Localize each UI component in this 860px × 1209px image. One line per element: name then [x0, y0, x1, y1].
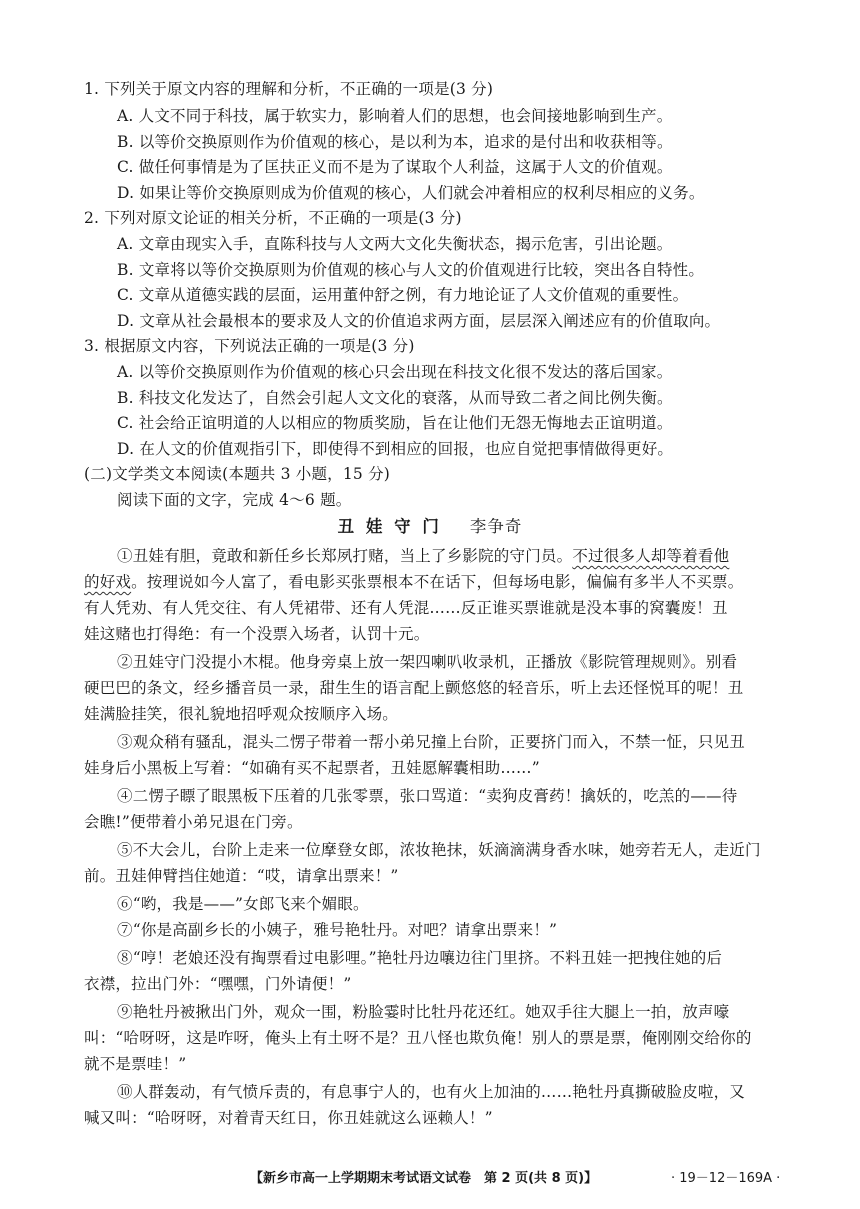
story-author: 李争奇 [469, 517, 523, 536]
wavy-underlined-text: 不过很多人却等着看他 [572, 547, 730, 565]
paragraph-3-line-1: ③观众稍有骚乱，混头二愣子带着一帮小弟兄撞上台阶，正要挤门而入，不禁一怔，只见丑 [117, 733, 746, 751]
question-1-option-c: C. 做任何事情是为了匡扶正义而不是为了谋取个人利益，这属于人文的价值观。 [117, 158, 673, 176]
paragraph-5-line-1: ⑤不大会儿，台阶上走来一位摩登女郎，浓妆艳抹，妖滴滴满身香水味，她旁若无人，走近门 [117, 841, 761, 859]
question-2-option-b: B. 文章将以等价交换原则为价值观的核心与人文的价值观进行比较，突出各自特性。 [117, 261, 705, 279]
footer-code: · 19－12－169A · [671, 1171, 781, 1186]
section-heading: (二)文学类文本阅读(本题共 3 小题，15 分) [84, 465, 391, 483]
question-3-stem: 3. 根据原文内容，下列说法正确的一项是(3 分) [84, 337, 415, 355]
paragraph-3-line-2: 娃身后小黑板上写着：“如确有买不起票者，丑娃愿解囊相助……” [84, 759, 540, 777]
question-1-option-d: D. 如果让等价交换原则成为价值观的核心，人们就会冲着相应的权利尽相应的义务。 [117, 184, 705, 202]
paragraph-2-line-2: 硬巴巴的条文，经乡播音员一录，甜生生的语言配上颤悠悠的轻音乐，听上去还怪悦耳的呢！丑 [84, 679, 744, 697]
paragraph-2-line-3: 娃满脸挂笑，很礼貌地招呼观众按顺序入场。 [84, 705, 399, 723]
paragraph-10-line-1: ⑩人群轰动，有气愤斥责的，有息事宁人的，也有火上加油的……艳牡丹真撕破脸皮啦，又 [117, 1083, 746, 1101]
question-2-option-d: D. 文章从社会最根本的要求及人文的价值追求两方面，层层深入阐述应有的价值取向。 [117, 312, 721, 330]
paragraph-1-line-4: 娃这赌也打得绝：有一个没票入场者，认罚十元。 [84, 625, 430, 643]
paragraph-10-line-2: 喊又叫：“哈呀呀，对着青天红日，你丑娃就这么诬赖人！” [84, 1109, 493, 1127]
question-1-option-a: A. 人文不同于科技，属于软实力，影响着人们的思想，也会间接地影响到生产。 [117, 107, 673, 125]
paragraph-9-line-2: 叫：“哈呀呀，这是咋呀，俺头上有土呀不是？丑八怪也欺负俺！别人的票是票，俺刚刚交给你的 [84, 1029, 752, 1047]
paragraph-9-line-3: 就不是票哇！” [84, 1055, 187, 1073]
paragraph-5-line-2: 前。丑娃伸臂挡住她道：“哎，请拿出票来！” [84, 867, 399, 885]
question-3-option-d: D. 在人文的价值观指引下，即使得不到相应的回报，也应自觉把事情做得更好。 [117, 440, 674, 458]
section-instruction: 阅读下面的文字，完成 4～6 题。 [117, 491, 352, 509]
paragraph-8-line-2: 衣襟，拉出门外：“嘿嘿，门外请便！” [84, 975, 352, 993]
paragraph-1-line-1: ①丑娃有胆，竟敢和新任乡长郑夙打赌，当上了乡影院的守门员。不过很多人却等着看他 [117, 547, 730, 565]
wavy-underlined-text: 的好戏 [84, 573, 132, 591]
footer-page-info: 【新乡市高一上学期期末考试语文试卷 第 2 页(共 8 页)】 [250, 1171, 598, 1186]
paragraph-9-line-1: ⑨艳牡丹被揪出门外，观众一围，粉脸霎时比牡丹花还红。她双手往大腿上一拍，放声嚎 [117, 1003, 730, 1021]
paragraph-4-line-2: 会瞧!”便带着小弟兄退在门旁。 [84, 813, 303, 831]
question-1-option-b: B. 以等价交换原则作为价值观的核心，是以利为本，追求的是付出和收获相等。 [117, 133, 673, 151]
question-2-stem: 2. 下列对原文论证的相关分析，不正确的一项是(3 分) [84, 209, 462, 227]
paragraph-2-line-1: ②丑娃守门没提小木棍。他身旁桌上放一架四喇叭收录机，正播放《影院管理规则》。别看 [117, 653, 738, 671]
paragraph-4-line-1: ④二愣子瞟了眼黑板下压着的几张零票，张口骂道：“卖狗皮膏药！擒妖的，吃羔的——待 [117, 787, 738, 805]
paragraph-1-line-3: 有人凭劝、有人凭交往、有人凭裙带、还有人凭混……反正谁买票谁就是没本事的窝囊废！丑 [84, 599, 728, 617]
question-3-option-a: A. 以等价交换原则作为价值观的核心只会出现在科技文化很不发达的落后国家。 [117, 363, 673, 381]
question-1-stem: 1. 下列关于原文内容的理解和分析，不正确的一项是(3 分) [84, 80, 494, 98]
question-2-option-c: C. 文章从道德实践的层面，运用董仲舒之例，有力地论证了人文价值观的重要性。 [117, 286, 689, 304]
question-3-option-c: C. 社会给正谊明道的人以相应的物质奖励，旨在让他们无怨无悔地去正谊明道。 [117, 414, 673, 432]
paragraph-1-line-2: 的好戏。按理说如今人富了，看电影买张票根本不在话下，但每场电影，偏偏有多半人不买票。 [84, 573, 744, 591]
paragraph-6-line-1: ⑥“哟，我是——”女郎飞来个媚眼。 [117, 895, 369, 913]
paragraph-8-line-1: ⑧“哼！老娘还没有掏票看过电影哩。”艳牡丹边嚷边往门里挤。不料丑娃一把拽住她的后 [117, 949, 723, 967]
story-title: 丑 娃 守 门 [337, 517, 442, 536]
paragraph-7-line-1: ⑦“你是高副乡长的小姨子，雅号艳牡丹。对吧？请拿出票来！” [117, 921, 558, 939]
question-3-option-b: B. 科技文化发达了，自然会引起人文文化的衰落，从而导致二者之间比例失衡。 [117, 389, 673, 407]
question-2-option-a: A. 文章由现实入手，直陈科技与人文两大文化失衡状态，揭示危害，引出论题。 [117, 235, 673, 253]
story-title-block [0, 516, 860, 538]
